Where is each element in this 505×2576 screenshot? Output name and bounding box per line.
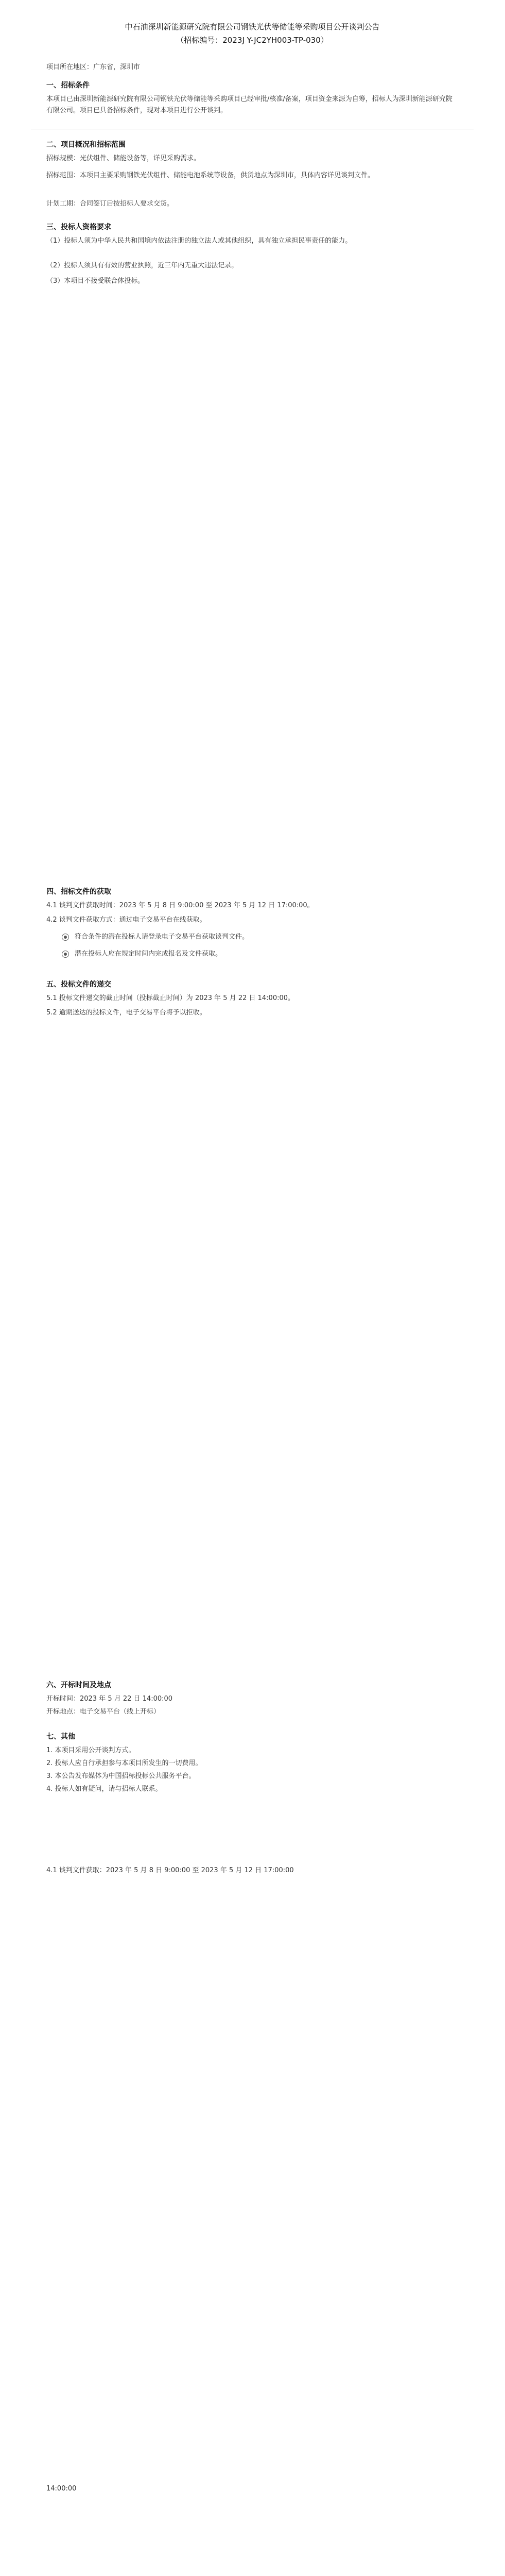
section-2-title: 二、项目概况和招标范围 (46, 141, 126, 149)
section-5-title: 五、投标文件的递交 (46, 980, 111, 989)
section-1-title: 一、招标条件 (46, 81, 90, 90)
section-3-title: 三、投标人资格要求 (46, 223, 111, 231)
section-3-req-2: （2）投标人须具有有效的营业执照，近三年内无重大违法记录。 (46, 262, 238, 269)
section-5-body-1: 5.1 投标文件递交的截止时间（投标截止时间）为 2023 年 5 月 22 日 14:00:00。 (46, 994, 295, 1002)
document-page-4 (0, 2473, 505, 2576)
section-7-item-1: 1. 本项目采用公开谈判方式。 (46, 1747, 135, 1754)
section-5-body-2: 5.2 逾期送达的投标文件，电子交易平台将予以拒收。 (46, 1009, 206, 1016)
project-number: （招标编号：2023J Y-JC2YH003-TP-030） (176, 36, 328, 45)
section-4-title: 四、招标文件的获取 (46, 888, 111, 896)
section-4-bullet-1: 符合条件的潜在投标人请登录电子交易平台获取谈判文件。 (75, 933, 249, 941)
doc-title: 中石油深圳新能源研究院有限公司钢铁光伏等储能等采购项目公开谈判公告 (125, 22, 380, 31)
section-1-body: 本项目已由深圳新能源研究院有限公司钢铁光伏等储能等采购项目已经审批/核准/备案，项目资金来源为自筹，招标人为深圳新能源研究院有限公司。项目已具备招标条件，现对本项目进行公开谈判。 (46, 95, 452, 114)
section-4-body-1: 4.1 谈判文件获取时间：2023 年 5 月 8 日 9:00:00 至 2023 年 5 月 12 日 17:00:00。 (46, 902, 314, 909)
location: 项目所在地区：广东省，深圳市 (46, 63, 141, 71)
section-7-item-2: 2. 投标人应自行承担参与本项目所发生的一切费用。 (46, 1759, 202, 1767)
document-page-1 (0, 0, 505, 824)
section-4-body-2: 4.2 谈判文件获取方式：通过电子交易平台在线获取。 (46, 916, 206, 924)
section-4-bullet-2: 潜在投标人应在规定时间内完成报名及文件获取。 (75, 950, 222, 958)
section-7-item-4: 4. 投标人如有疑问，请与招标人联系。 (46, 1785, 162, 1793)
section-2-body-2: 招标范围：本项目主要采购钢铁光伏组件、储能电池系统等设备，供货地点为深圳市，具体内容详见谈判文件。 (46, 172, 375, 179)
section-6-body-2: 开标地点：电子交易平台（线上开标） (46, 1708, 161, 1716)
section-3-req-1: （1）投标人须为中华人民共和国境内依法注册的独立法人或其他组织，具有独立承担民事责任的能力。 (46, 237, 352, 245)
section-2-body-3: 计划工期：合同签订后按招标人要求交货。 (46, 200, 174, 208)
bullet-icon (62, 934, 69, 941)
section-3-req-3: （3）本项目不接受联合体投标。 (46, 277, 145, 285)
document-page-3 (0, 1649, 505, 2473)
section-2-body-1: 招标规模：光伏组件、储能设备等，详见采购需求。 (46, 155, 201, 162)
section-6-body-1: 开标时间：2023 年 5 月 22 日 14:00:00 (46, 1695, 173, 1703)
document-page-2 (0, 824, 505, 1649)
section-7-item-3: 3. 本公告发布媒体为中国招标投标公共服务平台。 (46, 1772, 196, 1780)
section-7-period: 4.1 谈判文件获取：2023 年 5 月 8 日 9:00:00 至 2023 年 5 月 12 日 17:00:00 (46, 1867, 294, 1874)
section-6-title: 六、开标时间及地点 (46, 1681, 111, 1689)
section-8-time: 14:00:00 (46, 2485, 77, 2493)
bullet-icon (62, 951, 69, 958)
section-7-title: 七、其他 (46, 1733, 75, 1741)
